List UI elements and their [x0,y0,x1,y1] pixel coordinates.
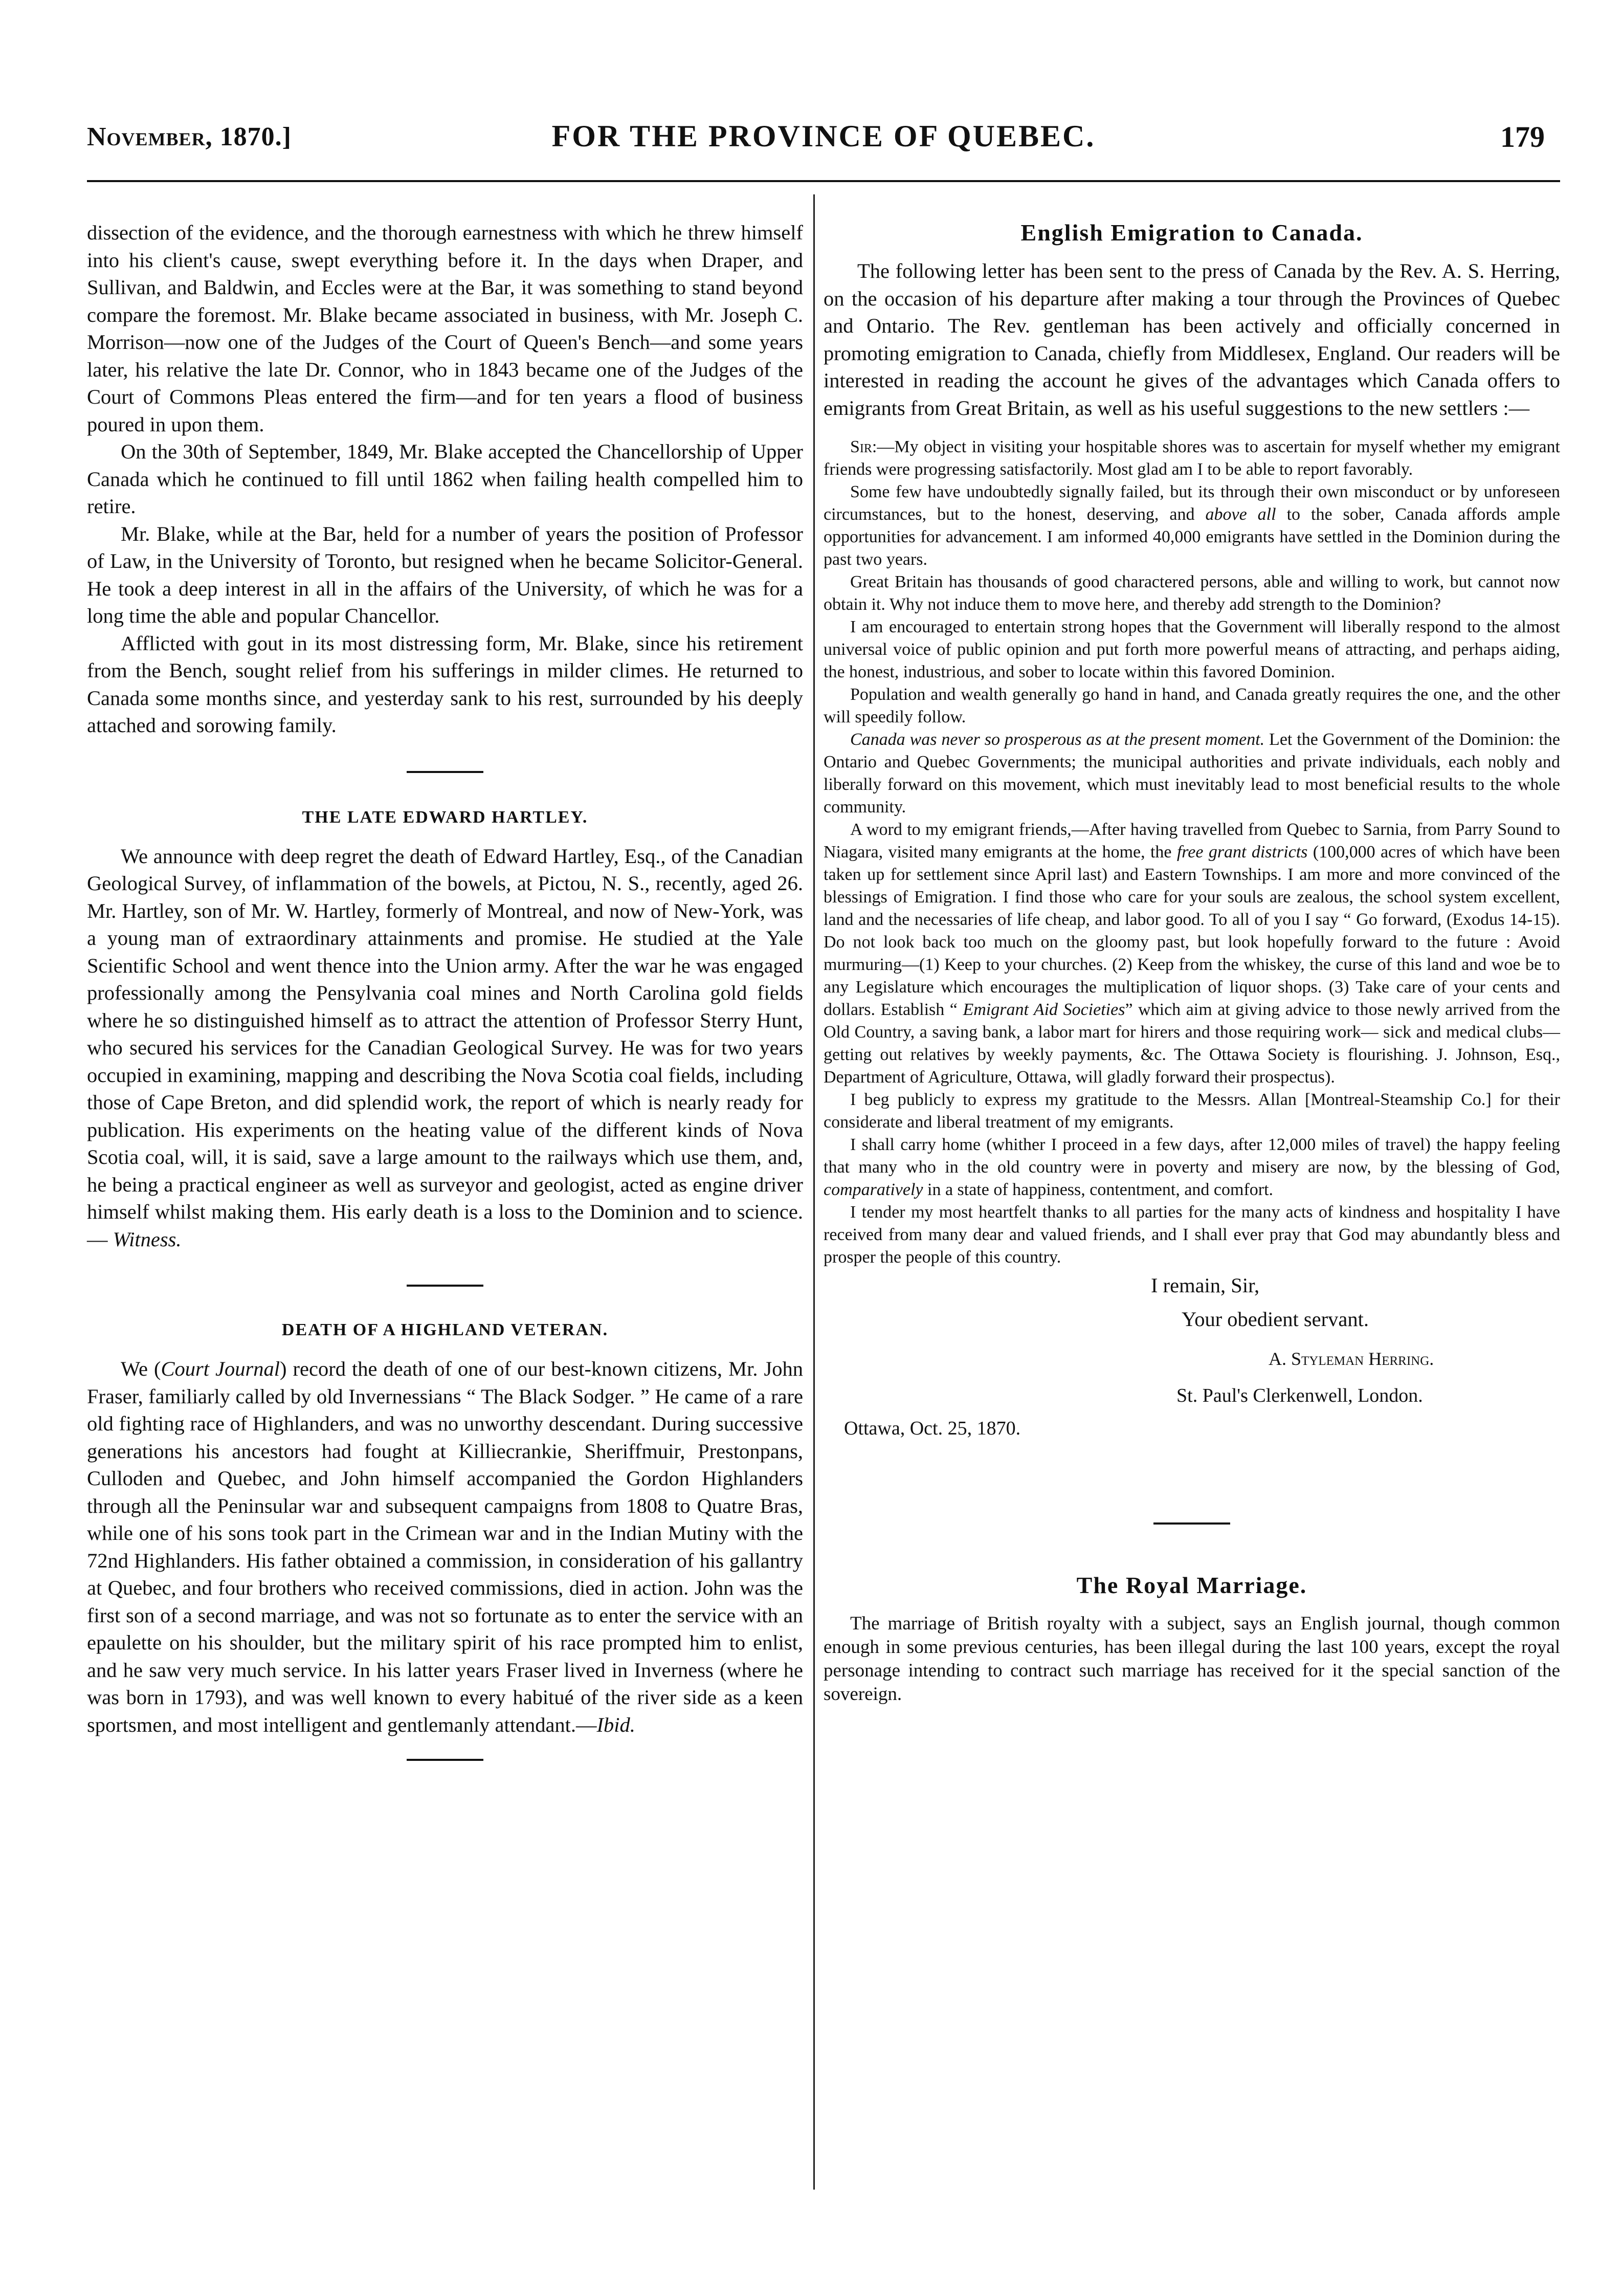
letter-closing [824,1272,1560,1487]
blake-paragraph-2: On the 30th of September, 1849, Mr. Blake accepted the Chancellorship of Upper Canada which he continued to fill until 1862 when failing health compelled him to retire. [87,440,803,518]
blake-paragraph-4: Afflicted with gout in its most distressing form, Mr. Blake, since his retirement from the Bench, sought relief from his sufferings in milder climes. He returned to Canada some months since, and yesterday sank to his rest, surrounded by his deeply attached and sorowing family. [87,631,803,737]
veteran-journal: Court Journal [161,1357,280,1380]
herring-letter [824,436,1560,1269]
letter-paragraph-7 [824,819,1560,1089]
column-divider [813,194,815,2190]
hartley-paragraph [87,843,803,1253]
letter-paragraph-3: Great Britain has thousands of good charactered persons, able and willing to work, but cannot now obtain it. Why not induce them to move here, and thereby add strength to the Dominion? [824,572,1560,614]
hartley-text: We announce with deep regret the death of Edward Hartley, Esq., of the Canadian Geological Survey, of inflammation of the bowels, at Pictou, N. S., recently, aged 26. Mr. Hartley, son of Mr. W. Hartley, formerly of Montreal, and now of New-York, was a young man of extraordinary attainments and promise. He studied at the Yale Scientific School and went thence into the Union army. After the war he was engaged professionally among the Pensylvania coal mines and North Carolina gold fields where he so distinguished himself as to attract the attention of Professor Sterry Hunt, who secured his services for the Canadian Geological Survey. He was for two years occupied in examining, mapping and describing the Nova Scotia coal fields, including those of Cape Breton, and did splendid work, the report of which is nearly ready for publication. His experiments on the heating value of the different kinds of Nova Scotia coal, will, it is said, save a large amount to the railways which use them, and, he being a practical engineer as well as surveyor and geologist, acted as engine driver himself whilst making them. His early death is a loss to the Dominion and to science.— [87,844,803,1251]
letter-text-2a: Some few have undoubtedly signally failed, but its through their own misconduct or by unforeseen circumstances, but to the honest, deserving, and [824,482,1560,524]
signature-address: St. Paul's Clerkenwell, London. [1176,1385,1423,1406]
letter-paragraph-9 [824,1134,1560,1201]
closing-line-1: I remain, Sir, [1151,1274,1260,1297]
veteran-text-start: We ( [121,1357,161,1380]
hartley-heading: THE LATE EDWARD HARTLEY. [302,807,588,827]
letter-paragraph-2 [824,481,1560,571]
letter-text-7c: ” which aim at giving advice to those newly arrived from the Old Country, a saving bank, a labor mart for hirers and those requiring work— sick and medical clubs— getting out relatives by weekly payments, &c. The Ottawa Society is flourishing. J. Johnson, Esq., Department of Agriculture, Ottawa, will gladly forward their prospectus). [824,1000,1560,1087]
header-date: November, 1870.] [87,122,292,151]
letter-salutation: Sir [850,437,872,456]
blake-paragraph-3: Mr. Blake, while at the Bar, held for a number of years the position of Professor of Law, in the University of Toronto, but resigned when he became Solicitor-General. He took a deep interest in all in the affairs of the University, of which he was for a long time the able and popular Chancellor. [87,522,803,627]
letter-paragraph-4: I am encouraged to entertain strong hopes that the Government will liberally respond to the almost universal voice of public opinion and put forth more powerful means of attracting, and perhaps aiding, the honest, industrious, and sober to locate within this favored Dominion. [824,617,1560,681]
letter-paragraph-6 [824,728,1560,819]
letter-text-9b: in a state of happiness, contentment, and comfort. [923,1180,1274,1199]
right-column [824,219,1560,1706]
section-rule [1153,1522,1230,1525]
running-header [87,117,1560,168]
letter-text-7b: (100,000 acres of which have been taken up for settlement since April last) and Eastern Townships. I am more and more convinced of the blessings of Emigration. I find those who care for your souls are zealous, the school system excellent, land and the necessaries of life cheap, and labor good. To all of you I say “ Go forward, (Exodus 14-15). Do not look back too much on the gloomy past, but look hopefully forward to the future : Avoid murmuring—(1) Keep to your churches. (2) Keep from the whiskey, the curse of this land and woe be to any Legislature which encourages the multiplication of liquor shops. (3) Take care of your cents and dollars. Establish “ [824,843,1560,1019]
header-rule [87,180,1560,182]
section-rule [407,771,483,773]
royal-paragraph: The marriage of British royalty with a subject, says an English journal, though common enough in some previous centuries, has been illegal during the last 100 years, except the royal personage intending to contract such marriage has received for it the special sanction of the sovereign. [824,1613,1560,1705]
veteran-heading: DEATH OF A HIGHLAND VETERAN. [281,1320,609,1339]
emigration-heading: English Emigration to Canada. [1020,219,1363,246]
blake-paragraph-1: dissection of the evidence, and the thorough earnestness with which he threw himself into his client's cause, swept everything before it. In the days when Draper, and Sullivan, and Baldwin, and Eccles were at the Bar, it was something to stand beyond compare the foremost. Mr. Blake became associated in business, with Mr. Joseph C. Morrison—now one of the Judges of the Court of Queen's Bench—and some years later, his relative the late Dr. Connor, who in 1843 became one of the Judges of the Court of Commons Pleas entered the firm—and for ten years a flood of business poured in upon them. [87,221,803,436]
header-title: FOR THE PROVINCE OF QUEBEC. [551,119,1096,153]
closing-line-2: Your obedient servant. [1182,1308,1369,1331]
letter-emphasis-6: Canada was never so prosperous as at the present moment. [850,730,1265,749]
letter-text-6: Let the Government of the Dominion: the Ontario and Quebec Governments; the municipal authorities and private individuals, each nobly and liberally forward on this movement, which must inevitably lead to most beneficial results to the whole community. [824,730,1560,816]
letter-text-9a: I shall carry home (whither I proceed in a few days, after 12,000 miles of travel) the happy feeling that many who in the old country were in poverty and misery are now, by the blessing of God, [824,1135,1560,1177]
letter-paragraph-10: I tender my most heartfelt thanks to all parties for the many acts of kindness and hospitality I have received from many dear and valued friends, and I shall ever pray that God may abundantly bless and prosper the people of this country. [824,1203,1560,1267]
page-number: 179 [1500,120,1545,153]
letter-emphasis-7: free grant districts [1176,843,1308,862]
letter-text-2b: to the sober, Canada affords ample opportunities for advancement. I am informed 40,000 emigrants have settled in the Dominion during the past two years. [824,505,1560,569]
letter-emphasis-9: comparatively [824,1180,923,1199]
letter-paragraph-1 [824,436,1560,481]
section-rule [407,1285,483,1287]
hartley-source: Witness. [113,1227,182,1251]
letter-emphasis-7b: Emigrant Aid Societies [963,1000,1125,1019]
letter-text-1: :—My object in visiting your hospitable shores was to ascertain for myself whether my emigrant friends were progressing satisfactorily. Most glad am I to be able to report favorably. [824,437,1560,479]
veteran-text: ) record the death of one of our best-known citizens, Mr. John Fraser, familiarly called by old Invernessians “ The Black Sodger. ” He came of a rare old fighting race of Highlanders, and was no unworthy descendant. During successive generations his ancestors had fought at Killiecrankie, Sheriffmuir, Prestonpans, Culloden and Quebec, and John himself accompanied the Gordon Highlanders through all the Peninsular war and subsequent campaigns from 1808 to Quatre Bras, while one of his sons took part in the Crimean war and in the Indian Mutiny with the 72nd Highlanders. His father obtained a commission, in consideration of his gallantry at Quebec, and four brothers who received commissions, died in action. John was the first son of a second marriage, and was not so fortunate as to enter the service with an epaulette on his shoulder, but the military spirit of his race prompted him to enlist, and he saw very much service. In his latter years Fraser lived in Inverness (where he was born in 1793), and was well known to every habitué of the river side as a keen sportsmen, and most intelligent and gentlemanly attendant.— [87,1357,803,1736]
letter-text-7a: A word to my emigrant friends,—After having travelled from Quebec to Sarnia, from Parry Sound to Niagara, visited many emigrants at the home, the [824,820,1560,862]
veteran-source: Ibid. [596,1713,635,1736]
section-rule [407,1759,483,1761]
emigration-intro: The following letter has been sent to the press of Canada by the Rev. A. S. Herring, on the occasion of his departure after making a tour through the Provinces of Quebec and Ontario. The Rev. gentleman has been actively and officially concerned in promoting emigration to Canada, chiefly from Middlesex, England. Our readers will be interested in reading the account he gives of the advantages which Canada offers to emigrants from Great Britain, as well as his useful suggestions to the new settlers :— [824,259,1560,420]
signature: A. Styleman Herring. [1269,1349,1434,1369]
dateline: Ottawa, Oct. 25, 1870. [844,1418,1021,1439]
letter-emphasis-2: above all [1205,505,1276,524]
letter-paragraph-8: I beg publicly to express my gratitude to the Messrs. Allan [Montreal-Steamship Co.] for their considerate and liberal treatment of my emigrants. [824,1090,1560,1132]
veteran-paragraph [87,1355,803,1738]
royal-heading: The Royal Marriage. [1076,1572,1307,1598]
left-column [87,219,803,1761]
letter-paragraph-5: Population and wealth generally go hand in hand, and Canada greatly requires the one, and the other will speedily follow. [824,685,1560,726]
